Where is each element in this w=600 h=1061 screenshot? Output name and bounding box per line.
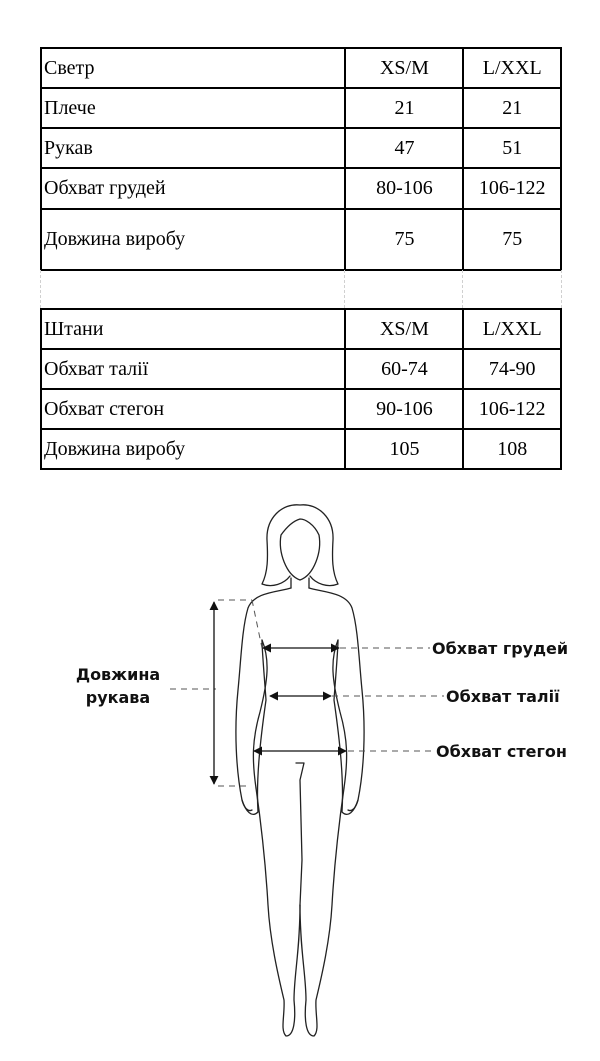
table-cell: XS/M	[345, 309, 463, 349]
divider	[40, 270, 41, 308]
table-cell: Плече	[41, 88, 345, 128]
woman-silhouette-icon	[236, 505, 364, 1036]
table-cell: 75	[463, 209, 561, 270]
hip-girth-label: Обхват стегон	[436, 742, 567, 761]
sweater-size-table	[40, 47, 562, 271]
table-cell: 74-90	[463, 349, 561, 389]
table-cell: Светр	[41, 48, 345, 88]
table-cell: Обхват талії	[41, 349, 345, 389]
body-measurement-diagram	[0, 490, 600, 1061]
sleeve-length-label: Довжина	[75, 665, 161, 684]
divider	[561, 270, 562, 308]
table-header-row	[41, 48, 561, 88]
table-cell: Обхват грудей	[41, 168, 345, 209]
table-row	[41, 209, 561, 270]
table-cell: Штани	[41, 309, 345, 349]
divider	[344, 270, 345, 308]
table-cell: 51	[463, 128, 561, 168]
table-cell: 60-74	[345, 349, 463, 389]
table-cell: Обхват стегон	[41, 389, 345, 429]
table-row	[41, 88, 561, 128]
table-cell: 75	[345, 209, 463, 270]
table-header-row	[41, 309, 561, 349]
sleeve-length-label: рукава	[85, 688, 151, 707]
table-cell: Рукав	[41, 128, 345, 168]
table-cell: Довжина виробу	[41, 429, 345, 469]
table-row	[41, 429, 561, 469]
table-row	[41, 349, 561, 389]
waist-girth-label: Обхват талії	[446, 687, 560, 706]
table-cell: 80-106	[345, 168, 463, 209]
table-cell: 21	[345, 88, 463, 128]
table-cell: L/XXL	[463, 309, 561, 349]
table-cell: 106-122	[463, 389, 561, 429]
table-cell: 21	[463, 88, 561, 128]
table-cell: 47	[345, 128, 463, 168]
table-row	[41, 389, 561, 429]
table-cell: XS/M	[345, 48, 463, 88]
table-cell: L/XXL	[463, 48, 561, 88]
pants-size-table	[40, 308, 562, 470]
table-cell: 108	[463, 429, 561, 469]
table-cell: Довжина виробу	[41, 209, 345, 270]
table-row	[41, 128, 561, 168]
divider	[462, 270, 463, 308]
table-cell: 106-122	[463, 168, 561, 209]
table-cell: 105	[345, 429, 463, 469]
chest-girth-label: Обхват грудей	[432, 639, 569, 658]
table-cell: 90-106	[345, 389, 463, 429]
table-row	[41, 168, 561, 209]
